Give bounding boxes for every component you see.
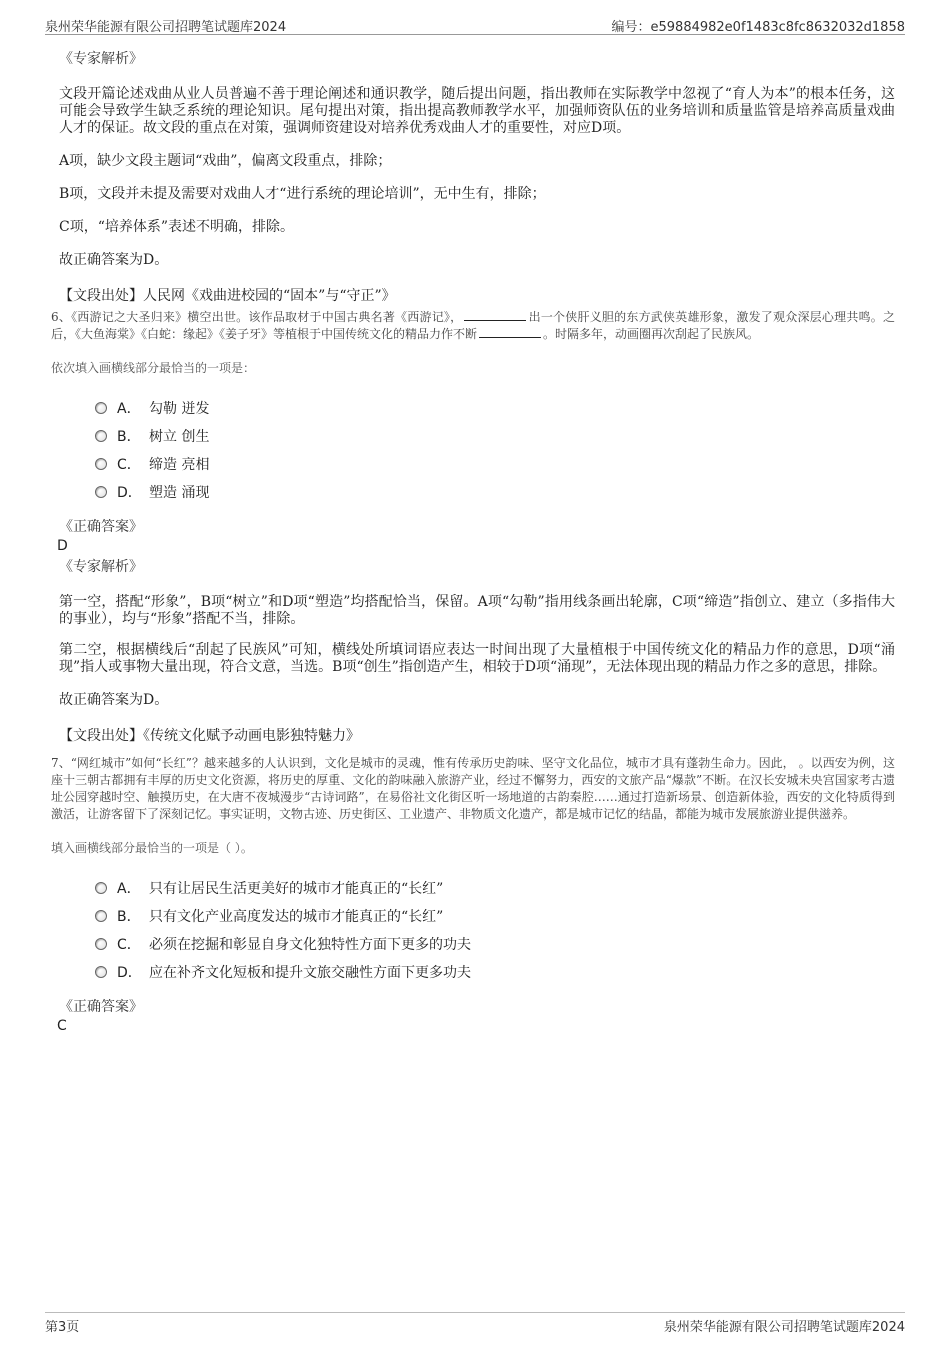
q6-stem-part-b: 出一个侠肝义胆的东方武侠英雄形象，激发了观众深层心理共鸣。之后，《大鱼海棠》《白蛇：缘起》《姜子牙》等植根于中国传统文化的精品力作不断 <box>51 310 895 341</box>
q7-option-c[interactable]: C． 必须在挖掘和彰显自身文化独特性方面下更多的功夫 <box>95 930 895 958</box>
radio-icon[interactable] <box>95 938 107 950</box>
q5-analysis-p2: A项，缺少文段主题词“戏曲”，偏离文段重点，排除； <box>59 153 392 169</box>
q7-stem: 7、“网红城市”如何“长红”？越来越多的人认识到，文化是城市的灵魂，惟有传承历史韵味、坚守文化品位，城市才具有蓬勃生命力。因此， 。以西安为例，这座十三朝古都拥有丰厚的历史文化资源，将历史的厚重、文化的韵味融入旅游产业，经过不懈努力，西安的文旅产品“爆款”不断。在汉长安城未央宫国家考古遗址公园穿越时空、触摸历史，在大唐不夜城漫步“古诗词路”，在易俗社文化街区听一场地道的古韵秦腔……通过打造新场景、创造新体验，西安的文化特质得到激活，让游客留下了深刻记忆。事实证明，文物古迹、历史街区、工业遗产、非物质文化遗产，都是城市记忆的结晶，都能为城市发展旅游业提供滋养。 <box>51 756 895 821</box>
page-number: 第3页 <box>45 1320 80 1335</box>
q7-option-b[interactable]: B． 只有文化产业高度发达的城市才能真正的“长红” <box>95 902 895 930</box>
q6-option-b[interactable]: B． 树立 创生 <box>95 422 895 450</box>
radio-icon[interactable] <box>95 882 107 894</box>
page-footer <box>45 1312 905 1335</box>
header-serial: 编号：e59884982e0f1483c8fc8632032d1858 <box>611 20 905 35</box>
q6-blank-2[interactable] <box>479 327 541 338</box>
radio-icon[interactable] <box>95 402 107 414</box>
q6-stem-part-c: 。时隔多年，动画圈再次刮起了民族风。 <box>543 327 760 341</box>
q6-option-a[interactable]: A． 勾勒 迸发 <box>95 394 895 422</box>
radio-icon[interactable] <box>95 430 107 442</box>
q6-analysis-label: 《专家解析》 <box>59 559 143 575</box>
page-header <box>45 14 905 35</box>
q6-stem-part-a: 6、《西游记之大圣归来》横空出世。该作品取材于中国古典名著《西游记》， <box>51 310 463 324</box>
q6-answer-label: 《正确答案》 <box>59 519 143 535</box>
q6-analysis-p3: 故正确答案为D。 <box>59 692 169 708</box>
q5-analysis-p4: C项，“培养体系”表述不明确，排除。 <box>59 219 295 235</box>
q6-options <box>95 394 895 506</box>
radio-icon[interactable] <box>95 486 107 498</box>
q6-option-d[interactable]: D． 塑造 涌现 <box>95 478 895 506</box>
q7-answer-label: 《正确答案》 <box>59 999 143 1015</box>
q5-analysis-p5: 故正确答案为D。 <box>59 252 169 268</box>
q6-source: 【文段出处】《传统文化赋予动画电影独特魅力》 <box>59 728 360 744</box>
radio-icon[interactable] <box>95 458 107 470</box>
q6-stem <box>51 309 895 343</box>
header-title: 泉州荣华能源有限公司招聘笔试题库2024 <box>45 20 287 35</box>
q6-answer: D <box>57 538 68 554</box>
q6-blank-1[interactable] <box>464 310 526 321</box>
q7-prompt: 填入画横线部分最恰当的一项是（ ）。 <box>51 841 253 855</box>
radio-icon[interactable] <box>95 910 107 922</box>
q7-options <box>95 874 895 986</box>
q6-analysis-p1: 第一空，搭配“形象”，B项“树立”和D项“塑造”均搭配恰当，保留。A项“勾勒”指用线条画出轮廓，C项“缔造”指创立、建立（多指伟大的事业），均与“形象”搭配不当，排除。 <box>59 594 895 627</box>
q6-prompt: 依次填入画横线部分最恰当的一项是： <box>51 361 256 375</box>
q7-option-a[interactable]: A． 只有让居民生活更美好的城市才能真正的“长红” <box>95 874 895 902</box>
q7-answer: C <box>57 1018 67 1034</box>
page-content <box>51 44 895 1034</box>
q6-option-c[interactable]: C． 缔造 亮相 <box>95 450 895 478</box>
q7-option-d[interactable]: D． 应在补齐文化短板和提升文旅交融性方面下更多功夫 <box>95 958 895 986</box>
q5-analysis-p3: B项，文段并未提及需要对戏曲人才“进行系统的理论培训”，无中生有，排除； <box>59 186 546 202</box>
q5-analysis-p1: 文段开篇论述戏曲从业人员普遍不善于理论阐述和通识教学，随后提出问题，指出教师在实际教学中忽视了“育人为本”的根本任务，这可能会导致学生缺乏系统的理论知识。尾句提出对策，指出提高教师教学水平，加强师资队伍的业务培训和质量监管是培养高质量戏曲人才的保证。故文段的重点在对策，强调师资建设对培养优秀戏曲人才的重要性，对应D项。 <box>59 86 895 136</box>
q5-analysis-label: 《专家解析》 <box>59 51 143 67</box>
footer-title: 泉州荣华能源有限公司招聘笔试题库2024 <box>663 1320 905 1335</box>
radio-icon[interactable] <box>95 966 107 978</box>
q5-source: 【文段出处】人民网《戏曲进校园的“固本”与“守正”》 <box>59 288 396 304</box>
q6-analysis-p2: 第二空，根据横线后“刮起了民族风”可知，横线处所填词语应表达一时间出现了大量植根于中国传统文化的精品力作的意思，D项“涌现”指人或事物大量出现，符合文意，当选。B项“创生”指创造产生，相较于D项“涌现”，无法体现出现的精品力作之多的意思，排除。 <box>59 642 895 675</box>
